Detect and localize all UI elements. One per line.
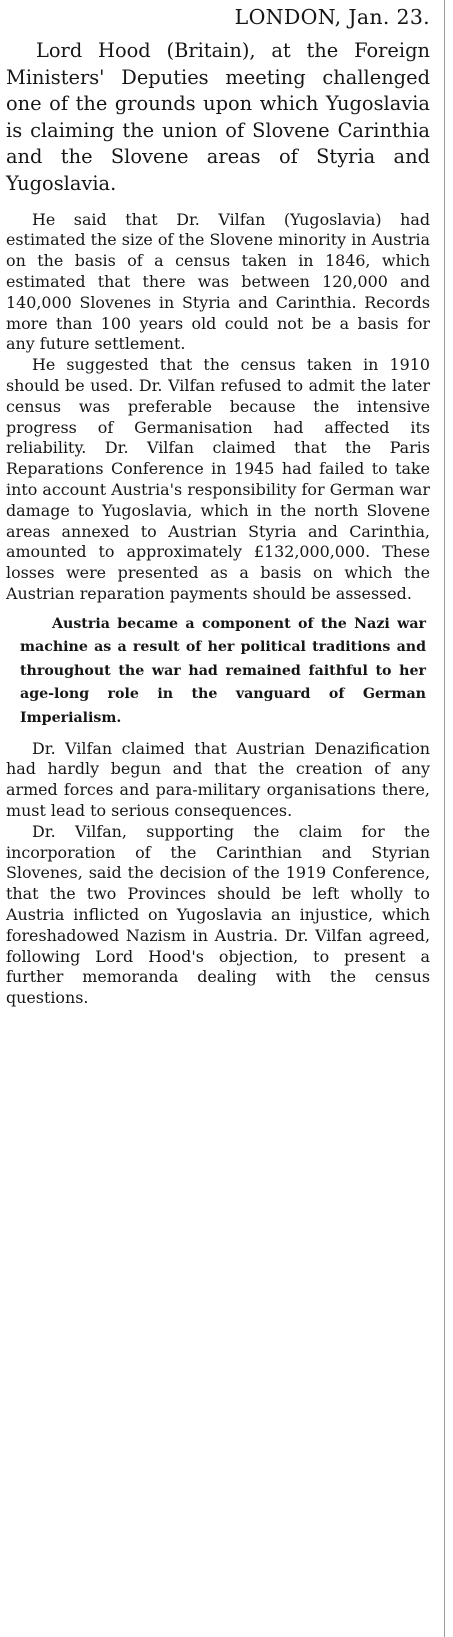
pull-quote: Austria became a component of the Nazi war machine as a result of her political traditions and throughout the war had remained faithful to her age-long role in the vanguard of German Imperialism.	[20, 615, 426, 727]
column-rule	[444, 0, 445, 1637]
body-paragraph: Dr. Vilfan claimed that Austrian Denazification had hardly begun and that the creation of any armed forces and para-military organisations there, must lead to serious consequences.	[6, 738, 430, 821]
body-paragraph: He said that Dr. Vilfan (Yugoslavia) had estimated the size of the Slovene minority in Austria on the basis of a census taken in 1846, which estimated that there was between 120,000 and 140,000 Slovenes in Styria and Carinthia. Records more than 100 years old could not be a basis for any future settlement.	[6, 209, 430, 354]
news-column	[6, 4, 430, 1009]
lede-paragraph: Lord Hood (Britain), at the Foreign Ministers' Deputies meeting challenged one of the grounds upon which Yugoslavia is claiming the union of Slovene Carinthia and the Slovene areas of Styria and Yugoslavia.	[6, 39, 430, 195]
body-paragraph: Dr. Vilfan, supporting the claim for the incorporation of the Carinthian and Styrian Slovenes, said the decision of the 1919 Conference, that the two Provinces should be left wholly to Austria inflicted on Yugoslavia an injustice, which foreshadowed Nazism in Austria. Dr. Vilfan agreed, following Lord Hood's objection, to present a further memoranda dealing with the census questions.	[6, 821, 430, 1008]
dateline: LONDON, Jan. 23.	[234, 5, 430, 29]
body-paragraph: He suggested that the census taken in 1910 should be used. Dr. Vilfan refused to admit the later census was preferable because the intensive progress of Germanisation had affected its reliability. Dr. Vilfan claimed that the Paris Reparations Conference in 1945 had failed to take into account Austria's responsibility for German war damage to Yugoslavia, which in the north Slovene areas annexed to Austrian Styria and Carinthia, amounted to approximately £132,000,000. These losses were presented as a basis on which the Austrian reparation payments should be assessed.	[6, 355, 430, 603]
